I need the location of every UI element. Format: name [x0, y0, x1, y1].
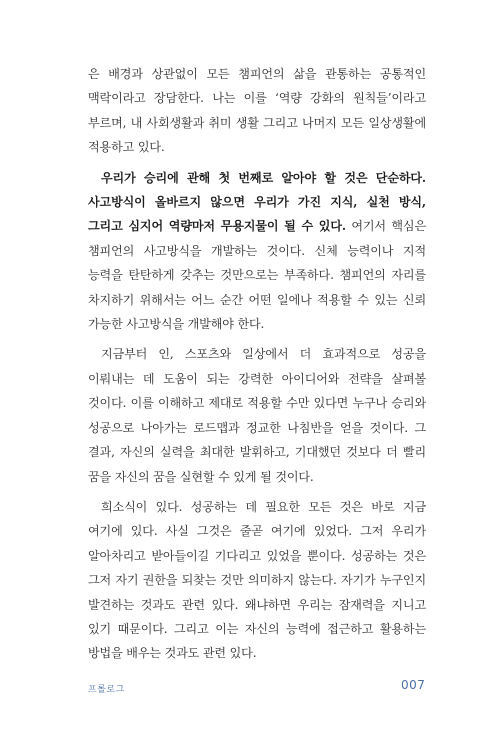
paragraph-1: 은 배경과 상관없이 모든 챔피언의 삶을 관통하는 공통적인 맥락이라고 장담한다. 나는 이를 ‘역량 강화의 원칙들’이라고 부르며, 내 사회생활과 취미 생활 그리고 나머지 모든 일상생활에 적용하고 있다.: [88, 67, 426, 155]
paragraph-2-bold: 우리가 승리에 관해 첫 번째로 알아야 할 것은 단순하다. 사고방식이 올바르지 않으면 우리가 가진 지식, 실천 방식, 그리고 심지어 역량마저 무용지물이 될 수 있다.: [88, 170, 426, 234]
paragraph-4: 희소식이 있다. 성공하는 데 필요한 모든 것은 바로 지금 여기에 있다. 사실 그것은 줄곧 여기에 있었다. 그저 우리가 알아차리고 받아들이길 기다리고 있었을 뿐이다. 성공하는 것은 그저 자기 권한을 되찾는 것만 의미하지 않는다. 자기가 누구인지 발견하는 것과도 관련 있다. 왜냐하면 우리는 잠재력을 지니고 있기 때문이다. 그리고 이는 자신의 능력에 접근하고 활용하는 방법을 배우는 것과도 관련 있다.: [88, 499, 426, 661]
page-body: [88, 62, 426, 672]
footer-section-title: 프롤로그: [88, 685, 125, 695]
paragraph-2-rest: 여기서 핵심은 챔피언의 사고방식을 개발하는 것이다. 신체 능력이나 지적 능력을 탄탄하게 갖추는 것만으로는 부족하다. 챔피언의 자리를 차지하기 위해서는 어느 순간 어떤 일에나 적용할 수 있는 신뢰 가능한 사고방식을 개발해야 한다.: [88, 219, 426, 332]
paragraph-2: [88, 166, 426, 337]
footer-page-number: 007: [401, 678, 426, 692]
paragraph-3: 지금부터 인, 스포츠와 일상에서 더 효과적으로 성공을 이뤄내는 데 도움이 되는 강력한 아이디어와 전략을 살펴볼 것이다. 이를 이해하고 제대로 적용할 수만 있다면 누구나 승리와 성공으로 나아가는 로드맵과 정교한 나침반을 얻을 것이다. 그 결과, 자신의 실력을 최대한 발휘하고, 기대했던 것보다 더 빨리 꿈을 자신의 꿈을 실현할 수 있게 될 것이다.: [88, 347, 426, 484]
